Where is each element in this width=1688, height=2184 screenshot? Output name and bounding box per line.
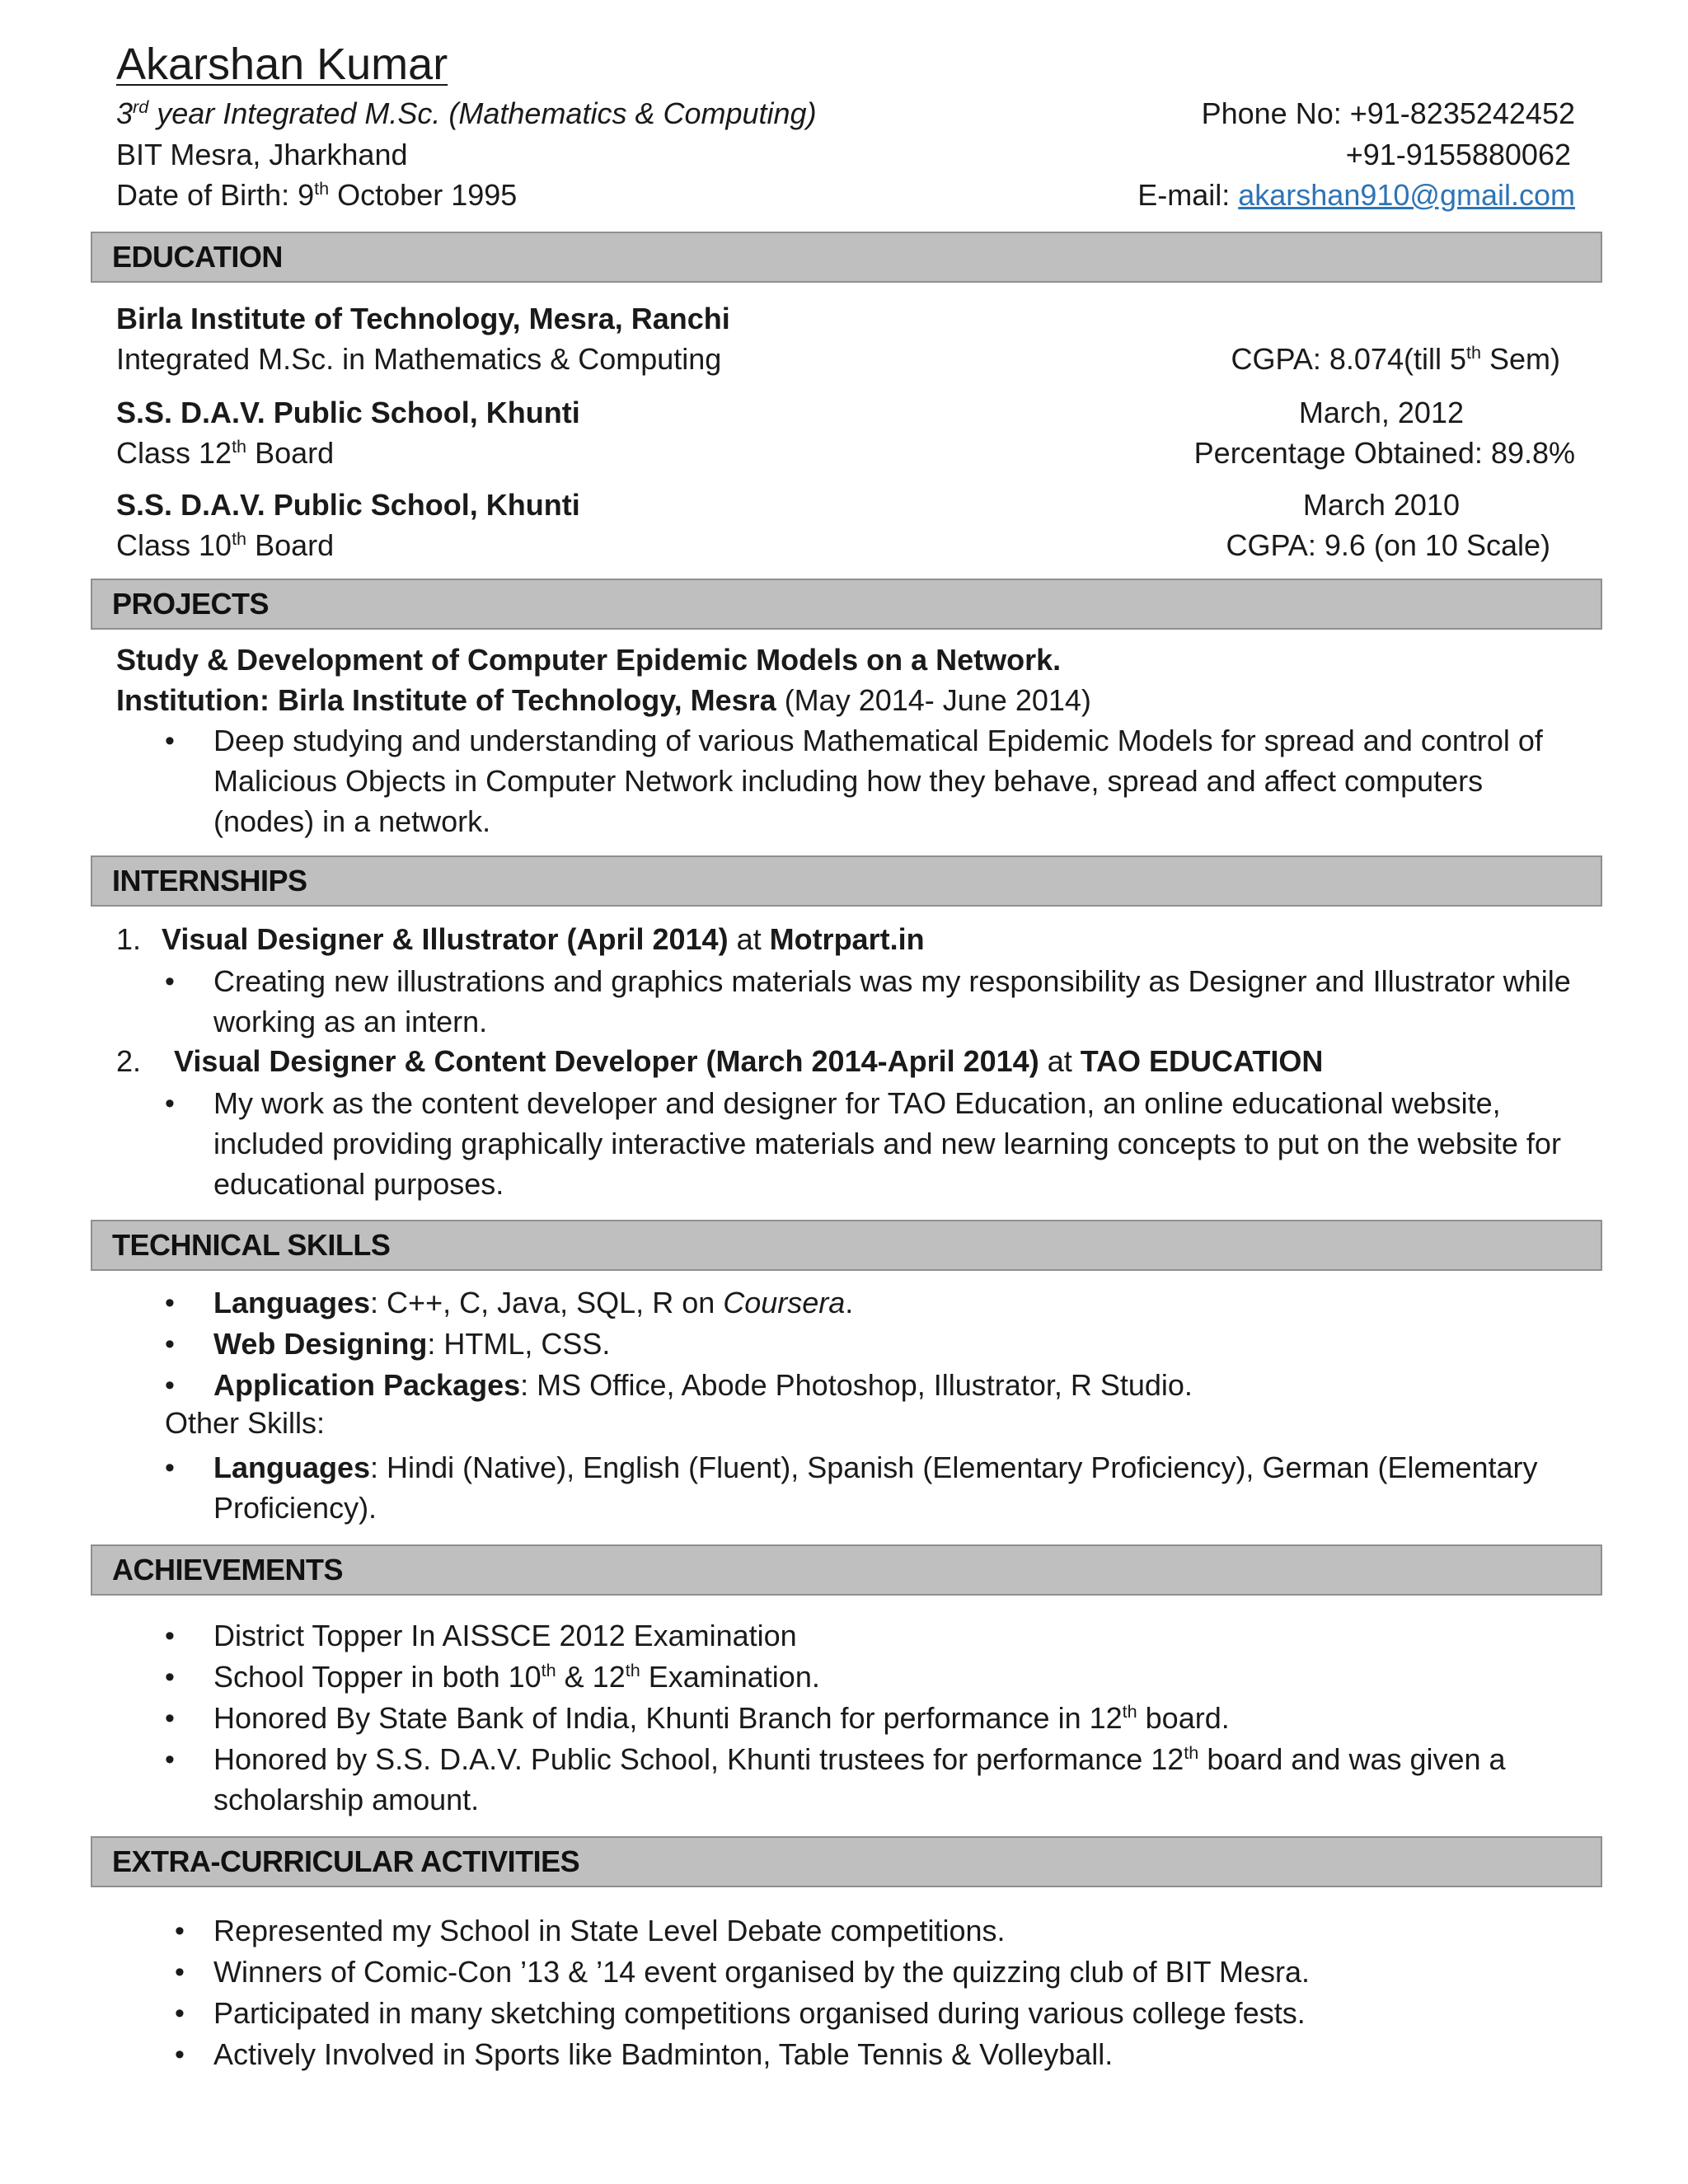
institute-line: BIT Mesra, Jharkhand <box>116 138 408 171</box>
education-title: EDUCATION <box>112 240 283 274</box>
education-class-post: Board <box>246 528 335 562</box>
extracurricular-section-header <box>91 1836 1602 1887</box>
project-description: Deep studying and understanding of various Mathematical Epidemic Models for spread and control of Malicious Objects in Computer Network including how they behave, spread and affect computers (nodes) in a network. <box>213 724 1543 838</box>
bullet-icon: • <box>165 1088 175 1119</box>
skill-web-designing <box>213 1324 1581 1364</box>
achievement-item <box>213 1698 1581 1738</box>
skill-label: Languages <box>213 1286 371 1319</box>
dob-label: Date of Birth: 9 <box>116 178 315 212</box>
bullet-icon: • <box>165 1744 175 1775</box>
achievement-text: & 12 <box>556 1660 626 1694</box>
achievement-text: Examination. <box>640 1660 820 1694</box>
internship-at: at <box>1039 1044 1081 1078</box>
internship-company: Motrpart.in <box>769 922 925 956</box>
list-number: 1. <box>116 922 142 956</box>
bullet-icon: • <box>165 1661 175 1693</box>
education-grade-pre: CGPA: 8.074(till 5 <box>1231 342 1466 376</box>
skill-programming-languages <box>213 1282 1581 1323</box>
achievements-title: ACHIEVEMENTS <box>112 1553 344 1586</box>
program-year-suffix: rd <box>133 96 149 117</box>
achievement-text: Honored By State Bank of India, Khunti Branch for performance in 12 <box>213 1701 1123 1735</box>
internship-company: TAO EDUCATION <box>1080 1044 1324 1078</box>
achievement-item <box>213 1657 1581 1697</box>
achievement-text: Honored by S.S. D.A.V. Public School, Khunti trustees for performance 12 <box>213 1742 1184 1776</box>
education-class-post: Board <box>246 436 335 470</box>
project-institution-line <box>116 682 1575 719</box>
education-class-pre: Class 10 <box>116 528 232 562</box>
bullet-icon: • <box>165 1452 175 1483</box>
activity-item: Represented my School in State Level Debate competitions. <box>213 1914 1006 1947</box>
skill-label: Web Designing <box>213 1327 428 1361</box>
program-line <box>116 95 817 133</box>
activity-item: Actively Involved in Sports like Badminton, Table Tennis & Volleyball. <box>213 2037 1114 2071</box>
education-class-sup: th <box>232 528 247 549</box>
education-grade <box>1231 340 1560 378</box>
bullet-icon: • <box>175 1915 185 1947</box>
skill-value: : Hindi (Native), English (Fluent), Spanish (Elementary Proficiency), German (Elementary Proficiency). <box>213 1451 1538 1525</box>
bullet-icon: • <box>165 1287 175 1319</box>
achievement-sup: th <box>1122 1701 1137 1722</box>
education-class-pre: Class 12 <box>116 436 232 470</box>
achievement-text: board. <box>1137 1701 1230 1735</box>
achievements-section-header <box>91 1544 1602 1596</box>
internship-role: Visual Designer & Content Developer (March 2014-April 2014) <box>174 1044 1039 1078</box>
internship-role: Visual Designer & Illustrator (April 2014) <box>162 922 729 956</box>
education-grade: CGPA: 9.6 (on 10 Scale) <box>1226 528 1550 562</box>
education-class <box>116 434 334 472</box>
education-class <box>116 527 334 565</box>
achievement-item: District Topper In AISSCE 2012 Examination <box>213 1619 797 1652</box>
project-dates: (May 2014- June 2014) <box>776 683 1091 717</box>
email-link[interactable]: akarshan910@gmail.com <box>1238 178 1575 212</box>
education-grade-sup: th <box>1465 342 1481 363</box>
bullet-icon: • <box>165 1329 175 1360</box>
skill-value-end: . <box>845 1286 854 1319</box>
other-skills-label: Other Skills: <box>165 1406 326 1440</box>
skill-value-italic: Coursera <box>723 1286 846 1319</box>
extracurricular-title: EXTRA-CURRICULAR ACTIVITIES <box>112 1844 580 1878</box>
bullet-icon: • <box>175 1998 185 2029</box>
achievement-text: School Topper in both 10 <box>213 1660 542 1694</box>
internship-at: at <box>728 922 770 956</box>
education-school: Birla Institute of Technology, Mesra, Ranchi <box>116 302 730 335</box>
internship-description: My work as the content developer and designer for TAO Education, an online educational website, included providing graphically interactive materials and new learning concepts to put on the website for educational purposes. <box>213 1086 1561 1201</box>
skills-title: TECHNICAL SKILLS <box>112 1228 391 1262</box>
internship-title-line <box>162 921 1575 958</box>
projects-section-header <box>91 579 1602 630</box>
achievement-sup: th <box>1184 1742 1199 1763</box>
education-school: S.S. D.A.V. Public School, Khunti <box>116 396 580 429</box>
bullet-icon: • <box>165 1370 175 1401</box>
program-name: year Integrated M.Sc. (Mathematics & Computing) <box>148 96 817 130</box>
education-date: March 2010 <box>1302 488 1460 522</box>
education-grade: Percentage Obtained: 89.8% <box>1193 436 1575 470</box>
projects-title: PROJECTS <box>112 587 270 621</box>
education-degree: Integrated M.Sc. in Mathematics & Computing <box>116 342 722 376</box>
project-name: Study & Development of Computer Epidemic Models on a Network. <box>116 643 1062 677</box>
achievement-text: board and was given a scholarship amount. <box>213 1742 1506 1816</box>
program-year: 3 <box>116 96 134 130</box>
skill-application-packages <box>213 1365 1581 1405</box>
list-number: 2. <box>116 1044 142 1078</box>
skill-value: : HTML, CSS. <box>427 1327 611 1361</box>
phone-primary: Phone No: +91-8235242452 <box>1201 96 1575 130</box>
skills-section-header <box>91 1220 1602 1271</box>
skill-label: Languages <box>213 1451 371 1484</box>
bullet-icon: • <box>175 1957 185 1988</box>
education-school: S.S. D.A.V. Public School, Khunti <box>116 488 580 522</box>
bullet-icon: • <box>165 1703 175 1734</box>
skill-value: : C++, C, Java, SQL, R on <box>370 1286 724 1319</box>
skill-value: : MS Office, Abode Photoshop, Illustrator, R Studio. <box>520 1368 1193 1402</box>
internships-section-header <box>91 855 1602 907</box>
achievement-sup: th <box>625 1660 640 1680</box>
education-class-sup: th <box>232 436 247 457</box>
dob-rest: October 1995 <box>329 178 518 212</box>
education-section-header <box>91 232 1602 283</box>
dob-suffix: th <box>314 178 330 199</box>
email-line <box>1137 176 1575 214</box>
bullet-icon: • <box>175 2039 185 2070</box>
skill-label: Application Packages <box>213 1368 521 1402</box>
internship-description: Creating new illustrations and graphics materials was my responsibility as Designer and Illustrator while working as an intern. <box>213 964 1571 1038</box>
achievement-item <box>213 1739 1581 1820</box>
phone-secondary: +91-9155880062 <box>1345 138 1571 171</box>
education-date: March, 2012 <box>1298 396 1464 429</box>
internships-title: INTERNSHIPS <box>112 864 307 898</box>
activity-item: Participated in many sketching competitions organised during various college fests. <box>213 1996 1306 2030</box>
activity-item: Winners of Comic-Con ’13 & ’14 event organised by the quizzing club of BIT Mesra. <box>213 1955 1310 1989</box>
achievement-sup: th <box>541 1660 556 1680</box>
candidate-name: Akarshan Kumar <box>116 40 448 89</box>
bullet-icon: • <box>165 725 175 757</box>
education-grade-post: Sem) <box>1480 342 1560 376</box>
bullet-icon: • <box>165 966 175 997</box>
dob-line <box>116 176 517 214</box>
bullet-icon: • <box>165 1620 175 1652</box>
project-institution: Institution: Birla Institute of Technology, Mesra <box>116 683 776 717</box>
skill-spoken-languages <box>213 1447 1581 1528</box>
email-label: E-mail: <box>1137 178 1239 212</box>
internship-title-line <box>174 1043 1575 1080</box>
